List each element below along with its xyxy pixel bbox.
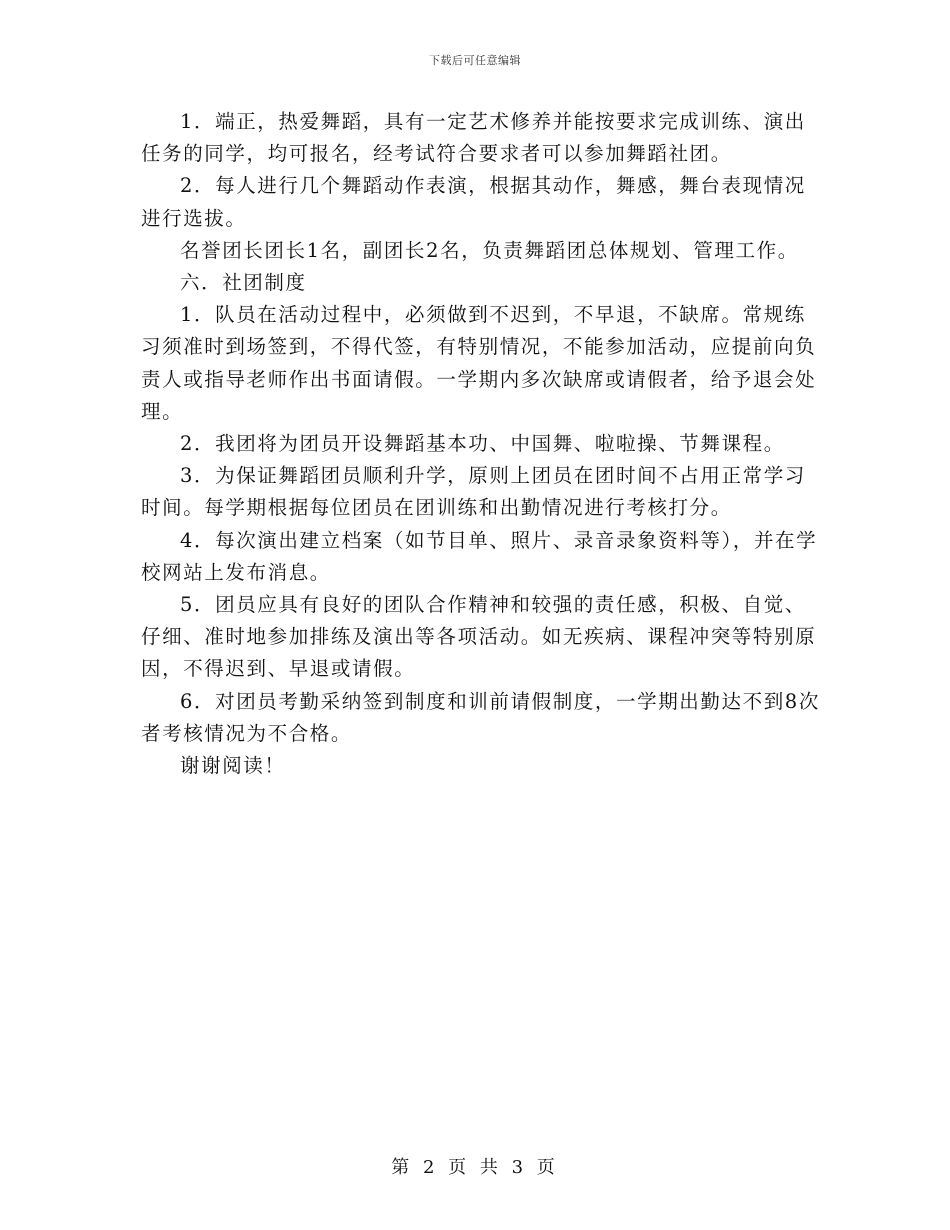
section-heading: 六．社团制度 <box>180 271 307 295</box>
paragraph-3: 名誉团长团长1名，副团长2名，负责舞蹈团总体规划、管理工作。 <box>180 238 799 262</box>
paragraph-2: 2．每人进行几个舞蹈动作表演，根据其动作，舞感，舞台表现情况进行选拔。 <box>141 174 806 230</box>
closing-line: 谢谢阅读！ <box>180 754 286 778</box>
paragraph-1: 1．端正，热爱舞蹈，具有一定艺术修养并能按要求完成训练、演出任务的同学，均可报名，经考试符合要求者可以参加舞蹈社团。 <box>141 110 806 166</box>
paragraph-7: 3．为保证舞蹈团员顺利升学，原则上团员在团时间不占用正常学习时间。每学期根据每位团员在团训练和出勤情况进行考核打分。 <box>141 464 806 520</box>
page-number: 第 2 页 共 3 页 <box>391 1157 559 1178</box>
page-header-note: 下载后可任意编辑 <box>429 54 521 67</box>
paragraph-5: 1．队员在活动过程中，必须做到不迟到，不早退，不缺席。常规练习须准时到场签到，不得代签，有特别情况，不能参加活动，应提前向负责人或指导老师作出书面请假。一学期内多次缺席或请假者，给予退会处理。 <box>141 303 817 423</box>
paragraph-10: 6．对团员考勤采纳签到制度和训前请假制度，一学期出勤达不到8次者考核情况为不合格。 <box>141 689 820 745</box>
paragraph-6: 2．我团将为团员开设舞蹈基本功、中国舞、啦啦操、节舞课程。 <box>180 432 785 456</box>
document-body <box>141 106 821 782</box>
paragraph-8: 4．每次演出建立档案（如节目单、照片、录音录象资料等），并在学校网站上发布消息。 <box>141 528 818 584</box>
paragraph-9: 5．团员应具有良好的团队合作精神和较强的责任感，积极、自觉、仔细、准时地参加排练及演出等各项活动。如无疾病、课程冲突等特别原因，不得迟到、早退或请假。 <box>141 593 817 681</box>
